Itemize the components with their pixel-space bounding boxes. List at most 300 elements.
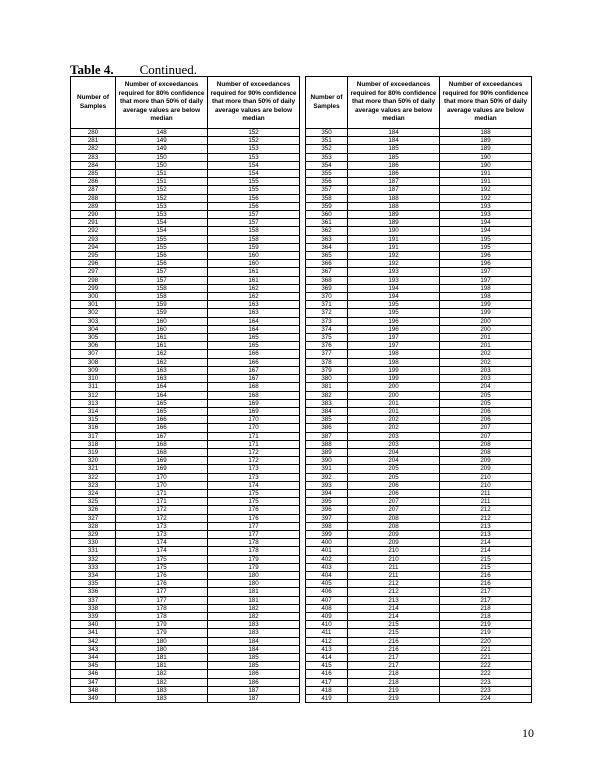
cell-number-of-samples: 389 (306, 448, 348, 456)
table-header-row (71, 77, 300, 129)
cell-80-confidence: 168 (116, 440, 208, 448)
cell-90-confidence: 153 (208, 145, 300, 153)
cell-90-confidence: 171 (208, 432, 300, 440)
table-row (306, 161, 532, 169)
table-row (306, 530, 532, 538)
cell-90-confidence: 165 (208, 334, 300, 342)
table-row (306, 489, 532, 497)
cell-number-of-samples: 303 (71, 317, 116, 325)
cell-number-of-samples: 297 (71, 268, 116, 276)
table-row (71, 284, 300, 292)
cell-number-of-samples: 416 (306, 670, 348, 678)
cell-80-confidence: 193 (348, 276, 440, 284)
cell-number-of-samples: 323 (71, 481, 116, 489)
cell-80-confidence: 214 (348, 612, 440, 620)
table-row (71, 489, 300, 497)
cell-number-of-samples: 308 (71, 358, 116, 366)
cell-number-of-samples: 311 (71, 383, 116, 391)
cell-80-confidence: 168 (116, 448, 208, 456)
cell-number-of-samples: 332 (71, 555, 116, 563)
cell-90-confidence: 208 (440, 448, 532, 456)
cell-90-confidence: 184 (208, 645, 300, 653)
table-row (71, 473, 300, 481)
cell-80-confidence: 184 (348, 137, 440, 145)
cell-80-confidence: 154 (116, 219, 208, 227)
table-row (71, 629, 300, 637)
cell-80-confidence: 185 (348, 145, 440, 153)
cell-90-confidence: 176 (208, 514, 300, 522)
cell-90-confidence: 167 (208, 375, 300, 383)
table-row (306, 432, 532, 440)
table-row (71, 301, 300, 309)
cell-number-of-samples: 314 (71, 407, 116, 415)
cell-80-confidence: 197 (348, 342, 440, 350)
table-body-right (306, 129, 532, 703)
table-row (71, 317, 300, 325)
table-row (306, 621, 532, 629)
cell-number-of-samples: 281 (71, 137, 116, 145)
cell-90-confidence: 170 (208, 416, 300, 424)
cell-90-confidence: 217 (440, 588, 532, 596)
cell-80-confidence: 165 (116, 407, 208, 415)
cell-80-confidence: 150 (116, 153, 208, 161)
cell-90-confidence: 155 (208, 186, 300, 194)
cell-number-of-samples: 409 (306, 612, 348, 620)
cell-number-of-samples: 290 (71, 211, 116, 219)
cell-80-confidence: 217 (348, 654, 440, 662)
table-row (71, 596, 300, 604)
cell-number-of-samples: 292 (71, 227, 116, 235)
table-row (306, 506, 532, 514)
cell-90-confidence: 162 (208, 284, 300, 292)
cell-number-of-samples: 299 (71, 284, 116, 292)
cell-80-confidence: 207 (348, 506, 440, 514)
cell-90-confidence: 172 (208, 448, 300, 456)
cell-number-of-samples: 316 (71, 424, 116, 432)
cell-number-of-samples: 331 (71, 547, 116, 555)
cell-90-confidence: 161 (208, 276, 300, 284)
table-row (306, 514, 532, 522)
cell-80-confidence: 181 (116, 662, 208, 670)
table-row (71, 555, 300, 563)
exceedance-table-right (305, 76, 532, 703)
table-row (71, 235, 300, 243)
cell-90-confidence: 213 (440, 530, 532, 538)
cell-90-confidence: 182 (208, 612, 300, 620)
cell-number-of-samples: 415 (306, 662, 348, 670)
table-row (306, 522, 532, 530)
cell-90-confidence: 161 (208, 268, 300, 276)
cell-80-confidence: 182 (116, 678, 208, 686)
table-row (71, 170, 300, 178)
cell-90-confidence: 211 (440, 489, 532, 497)
cell-number-of-samples: 365 (306, 252, 348, 260)
cell-number-of-samples: 336 (71, 588, 116, 596)
cell-80-confidence: 187 (348, 178, 440, 186)
cell-80-confidence: 210 (348, 555, 440, 563)
cell-90-confidence: 207 (440, 432, 532, 440)
cell-90-confidence: 193 (440, 211, 532, 219)
cell-80-confidence: 180 (116, 645, 208, 653)
table-row (71, 424, 300, 432)
cell-90-confidence: 187 (208, 695, 300, 703)
cell-80-confidence: 186 (348, 170, 440, 178)
table-row (71, 161, 300, 169)
cell-number-of-samples: 320 (71, 457, 116, 465)
cell-number-of-samples: 358 (306, 194, 348, 202)
cell-80-confidence: 203 (348, 432, 440, 440)
cell-90-confidence: 172 (208, 457, 300, 465)
cell-number-of-samples: 341 (71, 629, 116, 637)
table-row (306, 243, 532, 251)
cell-80-confidence: 177 (116, 596, 208, 604)
table-row (306, 170, 532, 178)
cell-number-of-samples: 398 (306, 522, 348, 530)
cell-90-confidence: 165 (208, 342, 300, 350)
cell-80-confidence: 187 (348, 186, 440, 194)
cell-number-of-samples: 306 (71, 342, 116, 350)
cell-80-confidence: 170 (116, 481, 208, 489)
cell-90-confidence: 222 (440, 662, 532, 670)
table-row (306, 547, 532, 555)
cell-number-of-samples: 313 (71, 399, 116, 407)
cell-80-confidence: 158 (116, 284, 208, 292)
cell-number-of-samples: 349 (71, 695, 116, 703)
table-row (306, 268, 532, 276)
cell-90-confidence: 192 (440, 186, 532, 194)
cell-90-confidence: 204 (440, 383, 532, 391)
cell-80-confidence: 195 (348, 309, 440, 317)
cell-80-confidence: 212 (348, 588, 440, 596)
cell-80-confidence: 216 (348, 637, 440, 645)
cell-90-confidence: 189 (440, 145, 532, 153)
table-row (71, 604, 300, 612)
table-row (306, 596, 532, 604)
cell-80-confidence: 190 (348, 227, 440, 235)
cell-number-of-samples: 329 (71, 530, 116, 538)
header-80-confidence: Number of exceedances required for 80% confidence that more than 50% of daily average values are below median (116, 77, 208, 129)
cell-80-confidence: 169 (116, 465, 208, 473)
cell-number-of-samples: 413 (306, 645, 348, 653)
table-row (306, 129, 532, 137)
cell-number-of-samples: 309 (71, 366, 116, 374)
cell-80-confidence: 171 (116, 498, 208, 506)
cell-80-confidence: 176 (116, 580, 208, 588)
cell-90-confidence: 185 (208, 654, 300, 662)
cell-90-confidence: 197 (440, 276, 532, 284)
table-row (71, 432, 300, 440)
table-row (71, 686, 300, 694)
cell-90-confidence: 212 (440, 514, 532, 522)
cell-90-confidence: 221 (440, 645, 532, 653)
cell-90-confidence: 169 (208, 407, 300, 415)
cell-number-of-samples: 392 (306, 473, 348, 481)
table-row (306, 235, 532, 243)
cell-number-of-samples: 356 (306, 178, 348, 186)
cell-80-confidence: 155 (116, 243, 208, 251)
cell-90-confidence: 213 (440, 522, 532, 530)
cell-number-of-samples: 318 (71, 440, 116, 448)
cell-90-confidence: 191 (440, 178, 532, 186)
cell-90-confidence: 209 (440, 465, 532, 473)
table-row (71, 654, 300, 662)
cell-number-of-samples: 370 (306, 293, 348, 301)
cell-number-of-samples: 324 (71, 489, 116, 497)
cell-90-confidence: 175 (208, 498, 300, 506)
table-row (306, 407, 532, 415)
cell-number-of-samples: 351 (306, 137, 348, 145)
table-row (71, 448, 300, 456)
cell-number-of-samples: 325 (71, 498, 116, 506)
cell-80-confidence: 202 (348, 424, 440, 432)
cell-90-confidence: 159 (208, 243, 300, 251)
cell-80-confidence: 201 (348, 399, 440, 407)
cell-80-confidence: 159 (116, 309, 208, 317)
cell-90-confidence: 164 (208, 317, 300, 325)
cell-90-confidence: 152 (208, 137, 300, 145)
cell-90-confidence: 188 (440, 129, 532, 137)
cell-90-confidence: 216 (440, 580, 532, 588)
table-row (306, 227, 532, 235)
cell-number-of-samples: 412 (306, 637, 348, 645)
cell-number-of-samples: 338 (71, 604, 116, 612)
cell-90-confidence: 203 (440, 375, 532, 383)
cell-80-confidence: 197 (348, 334, 440, 342)
cell-90-confidence: 212 (440, 506, 532, 514)
cell-number-of-samples: 410 (306, 621, 348, 629)
table-row (71, 202, 300, 210)
table-row (306, 563, 532, 571)
cell-90-confidence: 214 (440, 547, 532, 555)
table-row (306, 629, 532, 637)
cell-80-confidence: 151 (116, 170, 208, 178)
cell-90-confidence: 178 (208, 539, 300, 547)
table-row (71, 145, 300, 153)
cell-number-of-samples: 403 (306, 563, 348, 571)
table-row (306, 383, 532, 391)
table-row (71, 530, 300, 538)
cell-90-confidence: 208 (440, 440, 532, 448)
table-row (306, 186, 532, 194)
cell-80-confidence: 209 (348, 539, 440, 547)
cell-80-confidence: 196 (348, 317, 440, 325)
cell-90-confidence: 210 (440, 473, 532, 481)
cell-number-of-samples: 288 (71, 194, 116, 202)
table-row (71, 645, 300, 653)
table-row (71, 211, 300, 219)
cell-number-of-samples: 307 (71, 350, 116, 358)
table-row (71, 637, 300, 645)
cell-number-of-samples: 342 (71, 637, 116, 645)
cell-number-of-samples: 371 (306, 301, 348, 309)
table-row (306, 440, 532, 448)
table-row (71, 260, 300, 268)
cell-90-confidence: 197 (440, 268, 532, 276)
cell-80-confidence: 186 (348, 161, 440, 169)
cell-80-confidence: 175 (116, 563, 208, 571)
cell-number-of-samples: 310 (71, 375, 116, 383)
cell-number-of-samples: 419 (306, 695, 348, 703)
cell-80-confidence: 194 (348, 284, 440, 292)
table-row (71, 137, 300, 145)
cell-90-confidence: 173 (208, 473, 300, 481)
cell-90-confidence: 155 (208, 178, 300, 186)
cell-90-confidence: 192 (440, 194, 532, 202)
cell-80-confidence: 211 (348, 563, 440, 571)
table-row (306, 580, 532, 588)
cell-80-confidence: 204 (348, 448, 440, 456)
cell-80-confidence: 156 (116, 252, 208, 260)
cell-90-confidence: 219 (440, 621, 532, 629)
cell-number-of-samples: 407 (306, 596, 348, 604)
table-row (71, 334, 300, 342)
cell-80-confidence: 163 (116, 366, 208, 374)
table-row (306, 284, 532, 292)
cell-number-of-samples: 400 (306, 539, 348, 547)
cell-80-confidence: 161 (116, 334, 208, 342)
table-row (71, 457, 300, 465)
header-number-of-samples: Number of Samples (71, 77, 116, 129)
table-row (306, 695, 532, 703)
cell-80-confidence: 207 (348, 498, 440, 506)
header-90-confidence: Number of exceedances required for 90% confidence that more than 50% of daily average values are below median (208, 77, 300, 129)
cell-80-confidence: 180 (116, 637, 208, 645)
cell-80-confidence: 191 (348, 235, 440, 243)
table-row (71, 563, 300, 571)
cell-80-confidence: 215 (348, 629, 440, 637)
cell-90-confidence: 189 (440, 137, 532, 145)
table-row (71, 695, 300, 703)
cell-90-confidence: 180 (208, 571, 300, 579)
table-row (306, 358, 532, 366)
table-row (306, 153, 532, 161)
table-row (306, 391, 532, 399)
table-row (71, 514, 300, 522)
cell-number-of-samples: 377 (306, 350, 348, 358)
cell-number-of-samples: 294 (71, 243, 116, 251)
table-row (306, 571, 532, 579)
cell-90-confidence: 168 (208, 383, 300, 391)
cell-number-of-samples: 317 (71, 432, 116, 440)
cell-80-confidence: 218 (348, 678, 440, 686)
cell-90-confidence: 224 (440, 695, 532, 703)
table-row (306, 350, 532, 358)
cell-90-confidence: 185 (208, 662, 300, 670)
cell-80-confidence: 179 (116, 629, 208, 637)
table-row (71, 243, 300, 251)
cell-number-of-samples: 352 (306, 145, 348, 153)
cell-90-confidence: 183 (208, 621, 300, 629)
cell-80-confidence: 173 (116, 530, 208, 538)
cell-number-of-samples: 418 (306, 686, 348, 694)
table-row (306, 686, 532, 694)
cell-90-confidence: 196 (440, 260, 532, 268)
cell-90-confidence: 164 (208, 325, 300, 333)
cell-90-confidence: 200 (440, 325, 532, 333)
cell-90-confidence: 201 (440, 334, 532, 342)
table-row (71, 309, 300, 317)
cell-90-confidence: 154 (208, 170, 300, 178)
table-row (71, 662, 300, 670)
table-row (306, 325, 532, 333)
table-row (71, 375, 300, 383)
cell-90-confidence: 169 (208, 399, 300, 407)
cell-number-of-samples: 406 (306, 588, 348, 596)
cell-80-confidence: 209 (348, 530, 440, 538)
table-row (71, 612, 300, 620)
table-row (71, 153, 300, 161)
cell-80-confidence: 183 (116, 686, 208, 694)
cell-90-confidence: 195 (440, 243, 532, 251)
cell-number-of-samples: 298 (71, 276, 116, 284)
cell-90-confidence: 177 (208, 530, 300, 538)
cell-90-confidence: 205 (440, 391, 532, 399)
cell-number-of-samples: 354 (306, 161, 348, 169)
cell-80-confidence: 214 (348, 604, 440, 612)
table-row (71, 621, 300, 629)
table-caption-text: Continued. (139, 62, 198, 77)
table-row (306, 399, 532, 407)
cell-90-confidence: 206 (440, 407, 532, 415)
cell-number-of-samples: 321 (71, 465, 116, 473)
cell-90-confidence: 154 (208, 161, 300, 169)
cell-90-confidence: 199 (440, 301, 532, 309)
cell-90-confidence: 190 (440, 161, 532, 169)
cell-number-of-samples: 386 (306, 424, 348, 432)
cell-80-confidence: 166 (116, 416, 208, 424)
cell-80-confidence: 163 (116, 375, 208, 383)
cell-90-confidence: 203 (440, 366, 532, 374)
cell-80-confidence: 158 (116, 293, 208, 301)
cell-number-of-samples: 291 (71, 219, 116, 227)
header-number-of-samples: Number of Samples (306, 77, 348, 129)
cell-number-of-samples: 361 (306, 219, 348, 227)
table-row (306, 317, 532, 325)
cell-90-confidence: 216 (440, 571, 532, 579)
cell-90-confidence: 170 (208, 424, 300, 432)
header-90-confidence: Number of exceedances required for 90% confidence that more than 50% of daily average values are below median (440, 77, 532, 129)
table-row (306, 260, 532, 268)
table-row (71, 506, 300, 514)
cell-90-confidence: 209 (440, 457, 532, 465)
cell-80-confidence: 161 (116, 342, 208, 350)
cell-number-of-samples: 378 (306, 358, 348, 366)
cell-number-of-samples: 296 (71, 260, 116, 268)
cell-number-of-samples: 387 (306, 432, 348, 440)
table-row (71, 571, 300, 579)
table-row (71, 522, 300, 530)
cell-90-confidence: 220 (440, 637, 532, 645)
table-row (306, 219, 532, 227)
cell-number-of-samples: 348 (71, 686, 116, 694)
cell-number-of-samples: 312 (71, 391, 116, 399)
cell-number-of-samples: 350 (306, 129, 348, 137)
cell-90-confidence: 194 (440, 219, 532, 227)
cell-80-confidence: 150 (116, 161, 208, 169)
cell-number-of-samples: 343 (71, 645, 116, 653)
cell-80-confidence: 217 (348, 662, 440, 670)
table-row (306, 416, 532, 424)
table-row (306, 178, 532, 186)
cell-80-confidence: 162 (116, 358, 208, 366)
table-row (306, 366, 532, 374)
cell-number-of-samples: 300 (71, 293, 116, 301)
cell-number-of-samples: 360 (306, 211, 348, 219)
cell-number-of-samples: 408 (306, 604, 348, 612)
cell-90-confidence: 181 (208, 596, 300, 604)
cell-number-of-samples: 302 (71, 309, 116, 317)
cell-90-confidence: 158 (208, 235, 300, 243)
